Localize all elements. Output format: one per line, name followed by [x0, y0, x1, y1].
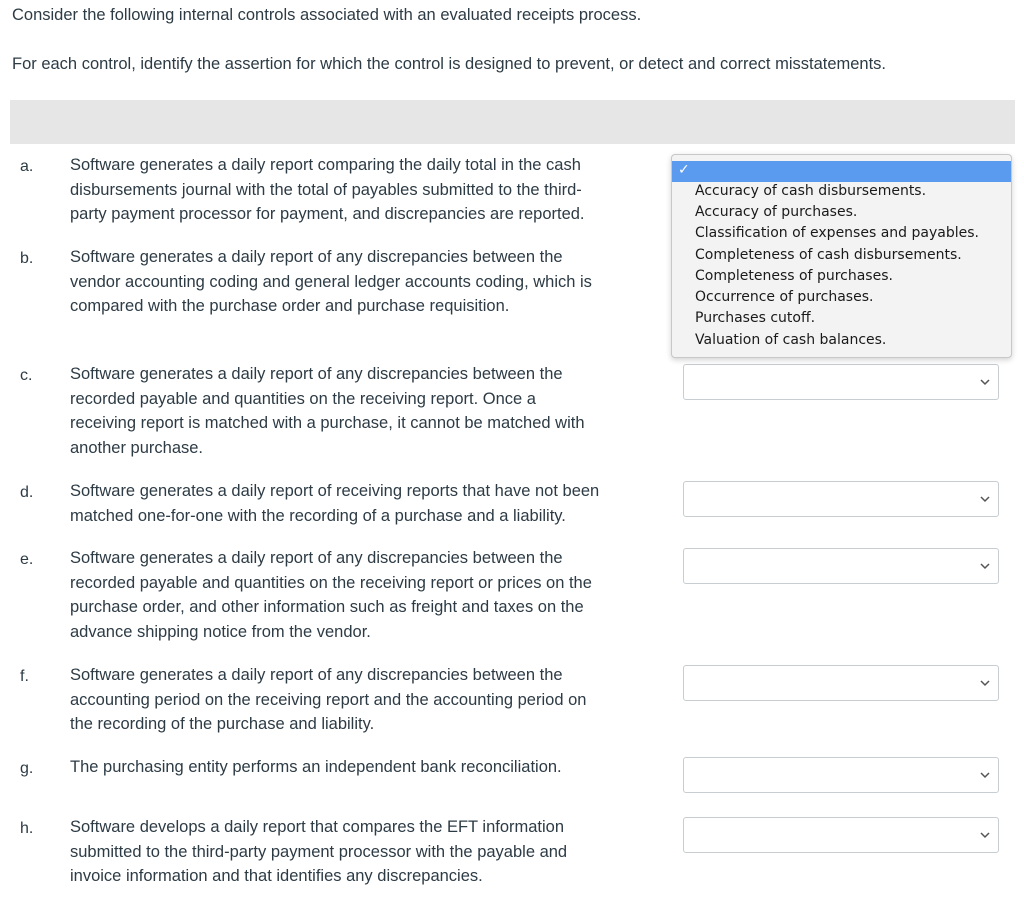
assertion-select-e[interactable]: [683, 548, 999, 584]
question-letter: e.: [20, 551, 34, 568]
question-text-line: invoice information and that identifies any discrepancies.: [70, 867, 483, 886]
chevron-down-icon: [980, 494, 990, 504]
question-text-line: receiving report is matched with a purchase, it cannot be matched with: [70, 414, 585, 433]
chevron-down-icon: [980, 561, 990, 571]
assertion-select-c[interactable]: [683, 364, 999, 400]
question-text-line: submitted to the third-party payment processor with the payable and: [70, 842, 568, 861]
chevron-down-icon: [980, 377, 990, 387]
chevron-down-icon: [980, 678, 990, 688]
question-text: [70, 815, 650, 889]
question-text-line: Software generates a daily report comparing the daily total in the cash: [70, 156, 581, 174]
question-text: [70, 663, 650, 737]
dropdown-option[interactable]: Completeness of cash disbursements.: [695, 247, 962, 263]
question-text-line: matched one-for-one with the recording of a purchase and a liability.: [70, 506, 566, 525]
dropdown-selected-blank-option[interactable]: [672, 161, 1011, 182]
question-text: [70, 153, 650, 227]
dropdown-option[interactable]: Accuracy of purchases.: [695, 204, 858, 220]
question-text-line: party payment processor for payment, and discrepancies are reported.: [70, 205, 585, 224]
question-text: [70, 755, 650, 780]
assertion-select-h[interactable]: [683, 817, 999, 853]
assertion-dropdown-menu[interactable]: [671, 154, 1012, 358]
instruction-line-1: Consider the following internal controls associated with an evaluated receipts process.: [12, 6, 642, 24]
question-text-line: Software generates a daily report of any discrepancies between the: [70, 666, 563, 684]
question-letter: a.: [20, 158, 34, 175]
table-header-bar: [10, 100, 1015, 144]
question-text-line: compared with the purchase order and purchase requisition.: [70, 297, 510, 316]
chevron-down-icon: [980, 830, 990, 840]
assertion-select-f[interactable]: [683, 665, 999, 701]
question-text: [70, 362, 650, 460]
dropdown-option[interactable]: Completeness of purchases.: [695, 268, 893, 284]
question-text: [70, 245, 650, 319]
question-text-line: Software develops a daily report that compares the EFT information: [70, 818, 565, 836]
question-text-line: recorded payable and quantities on the receiving report or prices on the: [70, 573, 592, 592]
question-text-line: recorded payable and quantities on the receiving report. Once a: [70, 389, 536, 408]
assertion-select-d[interactable]: [683, 481, 999, 517]
dropdown-option[interactable]: Classification of expenses and payables.: [695, 225, 979, 241]
question-letter: g.: [20, 760, 34, 777]
checkmark-icon: ✓: [678, 162, 690, 178]
question-text-line: The purchasing entity performs an independent bank reconciliation.: [70, 758, 562, 776]
question-text-line: the recording of the purchase and liability.: [70, 715, 375, 734]
question-text-line: purchase order, and other information such as freight and taxes on the: [70, 598, 584, 617]
question-text-line: advance shipping notice from the vendor.: [70, 622, 371, 641]
question-letter: d.: [20, 484, 34, 501]
question-text-line: Software generates a daily report of any discrepancies between the: [70, 365, 563, 383]
question-text-line: vendor accounting coding and general ledger accounts coding, which is: [70, 272, 592, 291]
question-text: [70, 546, 650, 644]
question-letter: b.: [20, 250, 34, 267]
dropdown-option[interactable]: Occurrence of purchases.: [695, 289, 874, 305]
question-text-line: Software generates a daily report of receiving reports that have not been: [70, 482, 600, 500]
question-text-line: accounting period on the receiving report and the accounting period on: [70, 690, 587, 709]
question-text: [70, 479, 650, 528]
question-text-line: Software generates a daily report of any discrepancies between the: [70, 549, 563, 567]
question-text-line: disbursements journal with the total of payables submitted to the third-: [70, 180, 582, 199]
question-letter: h.: [20, 820, 34, 837]
chevron-down-icon: [980, 770, 990, 780]
dropdown-option[interactable]: Valuation of cash balances.: [695, 332, 887, 348]
question-letter: c.: [20, 367, 33, 384]
assertion-select-g[interactable]: [683, 757, 999, 793]
question-letter: f.: [20, 668, 29, 685]
dropdown-option[interactable]: Purchases cutoff.: [695, 310, 816, 326]
dropdown-option[interactable]: Accuracy of cash disbursements.: [695, 183, 927, 199]
question-text-line: another purchase.: [70, 438, 204, 457]
instruction-line-2: For each control, identify the assertion for which the control is designed to prevent, or detect and correct misstatements.: [12, 55, 887, 73]
question-text-line: Software generates a daily report of any discrepancies between the: [70, 248, 563, 266]
